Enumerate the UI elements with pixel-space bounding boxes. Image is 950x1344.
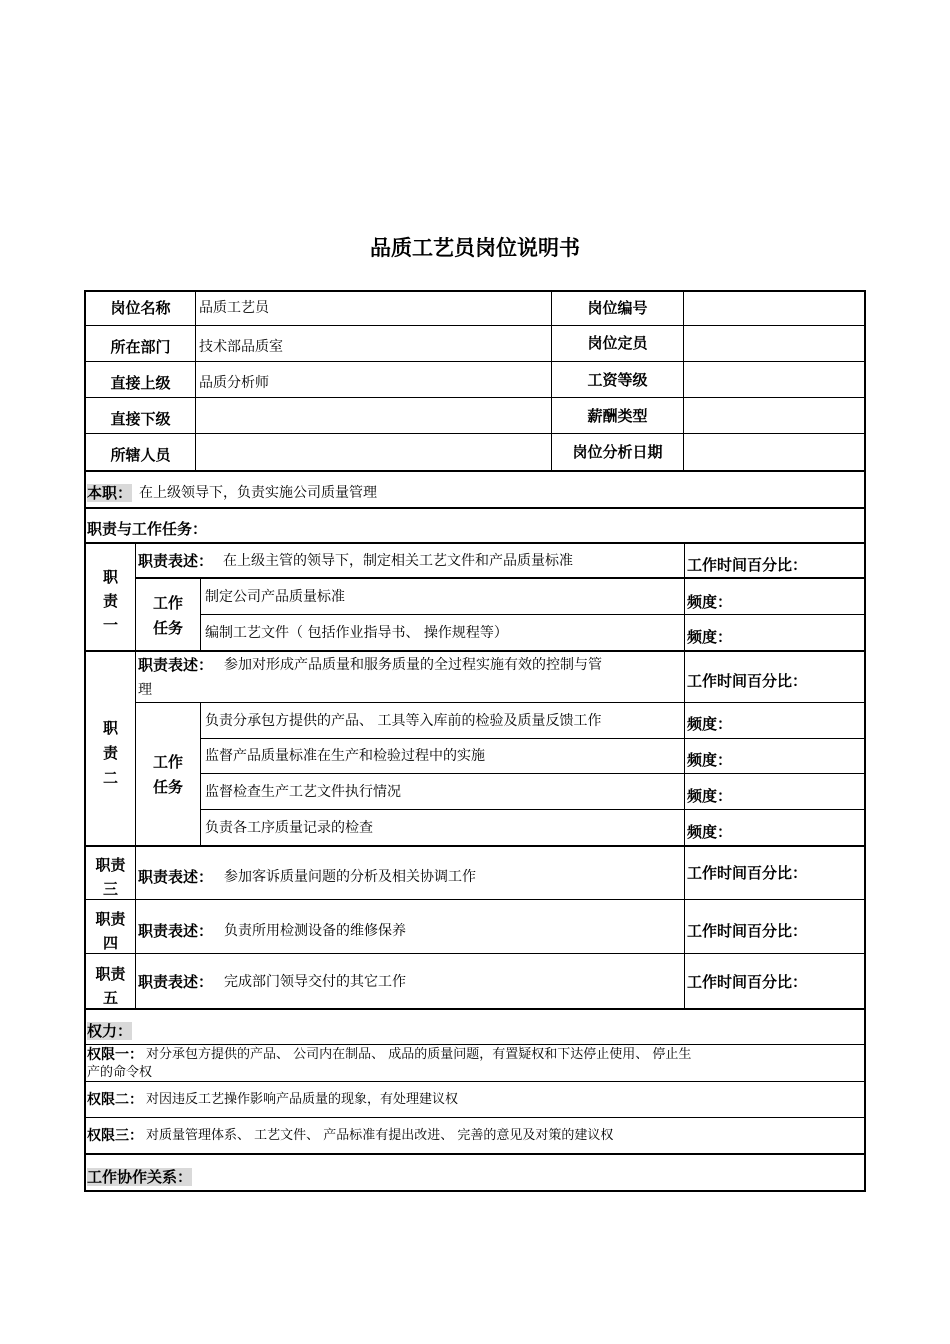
duty3-desc-label: 职责表述： [138,868,214,886]
duty2-task-label-2: 任务 [152,778,183,796]
position-code-label: 岗位编号 [587,299,648,317]
table-border-top [84,290,866,292]
duty1-label-3: 一 [102,616,118,634]
row-divider [84,542,866,544]
superior-value: 品质分析师 [199,375,269,391]
position-name-value: 品质工艺员 [199,300,269,316]
row-divider [84,397,866,398]
duty2-task-1: 负责分承包方提供的产品、 工具等入库前的检验及质量反馈工作 [205,713,602,729]
col-divider [200,702,201,846]
duty2-label-2: 责 [102,744,118,762]
duty4-label-2: 四 [102,934,118,952]
page-title: 品质工艺员岗位说明书 [370,236,580,260]
duty5-label-2: 五 [102,989,118,1007]
analysis-date-label: 岗位分析日期 [572,443,663,461]
authority-1-text-line1: 对分承包方提供的产品、 公司内在制品、 成品的质量问题，有置疑权和下达停止使用、 停止生 [146,1047,692,1062]
duty2-label-1: 职 [102,719,118,737]
salary-grade-label: 工资等级 [587,371,648,389]
col-divider [683,290,684,471]
duty4-desc: 负责所用检测设备的维修保养 [224,923,406,939]
authority-1-label: 权限一： [87,1047,143,1063]
row-divider [84,470,866,472]
salary-type-label: 薪酬类型 [587,407,648,425]
duty2-task-4: 负责各工序质量记录的检查 [205,820,373,836]
duty2-task-2: 监督产品质量标准在生产和检验过程中的实施 [205,748,485,764]
authority-header: 权力： [87,1022,133,1040]
duty1-desc: 在上级主管的领导下，制定相关工艺文件和产品质量标准 [223,553,573,569]
row-divider [200,809,866,810]
duty1-task-2: 编制工艺文件（ 包括作业指导书、 操作规程等） [205,625,508,641]
subordinate-label: 直接下级 [110,410,171,428]
headcount-label: 岗位定员 [587,334,648,352]
staff-label: 所辖人员 [110,446,171,464]
duty2-desc-line2: 理 [138,682,152,698]
duty1-task-1-freq: 频度： [687,593,733,611]
row-divider [84,507,866,509]
duty4-time-pct-label: 工作时间百分比： [687,922,808,940]
row-divider [200,738,866,739]
duty1-label-1: 职 [102,568,118,586]
row-divider [84,1044,866,1045]
row-divider [84,325,866,326]
duty1-task-label-2: 任务 [152,619,183,637]
duty2-time-pct-label: 工作时间百分比： [687,672,808,690]
duty2-task-label-1: 工作 [152,753,183,771]
duty2-label-3: 二 [102,769,118,787]
row-divider [84,899,866,900]
table-border-bottom [84,1190,866,1192]
row-divider [84,361,866,362]
duty4-desc-label: 职责表述： [138,922,214,940]
duty2-task-2-freq: 频度： [687,751,733,769]
duty5-desc-label: 职责表述： [138,973,214,991]
superior-label: 直接上级 [110,374,171,392]
row-divider [84,953,866,954]
duty3-label-2: 三 [102,880,118,898]
row-divider [84,433,866,434]
duty2-desc-line1: 参加对形成产品质量和服务质量的全过程实施有效的控制与管 [224,657,602,673]
duty1-task-label-1: 工作 [152,594,183,612]
row-divider [84,1008,866,1010]
col-divider [684,543,685,1009]
duty1-task-1: 制定公司产品质量标准 [205,589,345,605]
department-value: 技术部品质室 [199,339,283,355]
cooperation-header: 工作协作关系： [87,1168,193,1186]
authority-3-label: 权限三： [87,1128,143,1144]
core-duty-label: 本职： [87,484,133,502]
duty2-task-3-freq: 频度： [687,787,733,805]
duty2-task-4-freq: 频度： [687,823,733,841]
duty2-desc-label: 职责表述： [138,656,214,674]
duty3-desc: 参加客诉质量问题的分析及相关协调工作 [224,869,476,885]
row-divider [84,650,866,652]
row-divider [84,845,866,847]
row-divider [200,614,866,615]
duty3-label-1: 职责 [95,856,126,874]
authority-2-text: 对因违反工艺操作影响产品质量的现象，有处理建议权 [146,1092,459,1107]
row-divider [135,577,866,579]
department-label: 所在部门 [110,338,171,356]
duty1-desc-label: 职责表述： [138,552,214,570]
position-name-label: 岗位名称 [110,299,171,317]
duty1-time-pct-label: 工作时间百分比： [687,556,808,574]
duty1-task-2-freq: 频度： [687,628,733,646]
duty2-task-1-freq: 频度： [687,715,733,733]
col-divider [195,290,196,471]
row-divider [84,1081,866,1082]
col-divider [135,543,136,1009]
duty5-label-1: 职责 [95,965,126,983]
duty3-time-pct-label: 工作时间百分比： [687,864,808,882]
table-border-right [864,290,866,1192]
authority-2-label: 权限二： [87,1092,143,1108]
duty2-task-3: 监督检查生产工艺文件执行情况 [205,784,401,800]
duty1-label-2: 责 [102,592,118,610]
core-duty-text: 在上级领导下，负责实施公司质量管理 [139,485,377,501]
duty5-time-pct-label: 工作时间百分比： [687,973,808,991]
duties-header: 职责与工作任务： [87,520,208,538]
duty4-label-1: 职责 [95,910,126,928]
row-divider [200,773,866,774]
row-divider [135,702,866,703]
row-divider [84,1117,866,1118]
row-divider [84,1153,866,1155]
authority-3-text: 对质量管理体系、 工艺文件、 产品标准有提出改进、 完善的意见及对策的建议权 [146,1128,614,1143]
duty5-desc: 完成部门领导交付的其它工作 [224,974,406,990]
authority-1-text-line2: 产的命令权 [87,1065,153,1080]
